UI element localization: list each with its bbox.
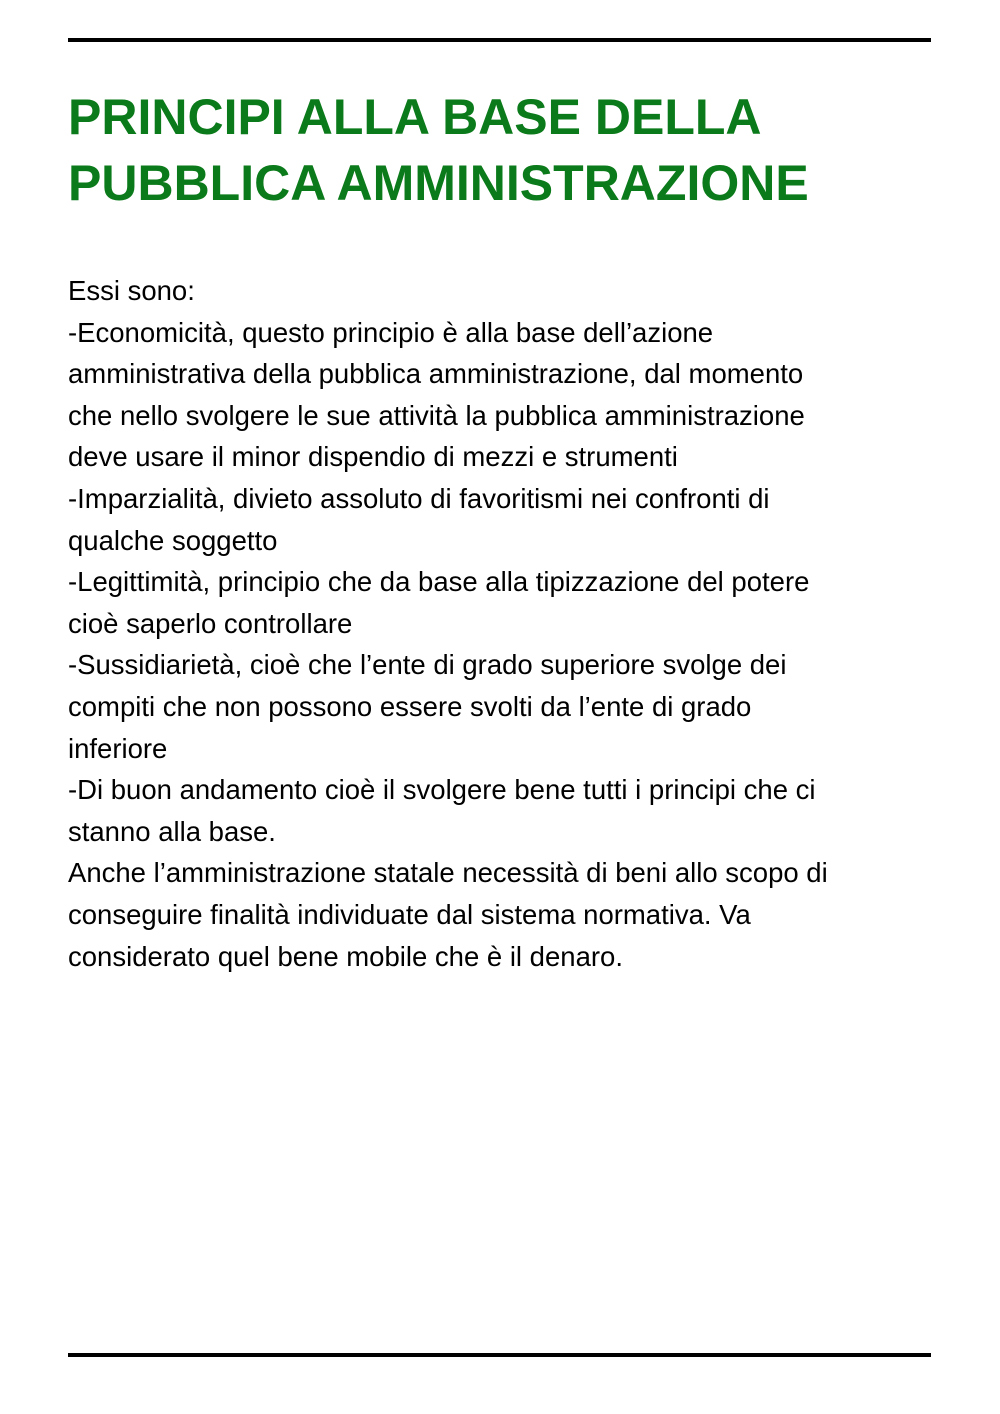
title-line-1: PRINCIPI ALLA BASE DELLA	[68, 89, 762, 145]
top-divider	[68, 38, 931, 42]
body-line: -Legittimità, principio che da base alla tipizzazione del potere	[68, 566, 810, 598]
body-text	[68, 270, 948, 977]
title-line-2: PUBBLICA AMMINISTRAZIONE	[68, 155, 809, 211]
body-line: amministrativa della pubblica amministrazione, dal momento	[68, 358, 804, 390]
page-title	[68, 84, 938, 216]
body-line: qualche soggetto	[68, 524, 278, 556]
body-line: Essi sono:	[68, 275, 195, 306]
body-line: compiti che non possono essere svolti da l’ente di grado	[68, 690, 752, 722]
body-line: inferiore	[68, 732, 168, 764]
body-line: -Di buon andamento cioè il svolgere bene tutti i principi che ci	[68, 774, 816, 806]
body-line: considerato quel bene mobile che è il denaro.	[68, 940, 623, 972]
body-line: conseguire finalità individuate dal sistema normativa. Va	[68, 898, 751, 930]
body-line: cioè saperlo controllare	[68, 607, 353, 639]
body-line: -Economicità, questo principio è alla base dell’azione	[68, 316, 714, 348]
body-line: -Imparzialità, divieto assoluto di favoritismi nei confronti di	[68, 482, 770, 514]
body-line: -Sussidiarietà, cioè che l’ente di grado superiore svolge dei	[68, 649, 787, 681]
body-line: stanno alla base.	[68, 815, 276, 847]
bottom-divider	[68, 1353, 931, 1357]
body-line: Anche l’amministrazione statale necessità di beni allo scopo di	[68, 857, 828, 889]
body-line: che nello svolgere le sue attività la pubblica amministrazione	[68, 399, 805, 431]
body-line: deve usare il minor dispendio di mezzi e strumenti	[68, 441, 678, 473]
